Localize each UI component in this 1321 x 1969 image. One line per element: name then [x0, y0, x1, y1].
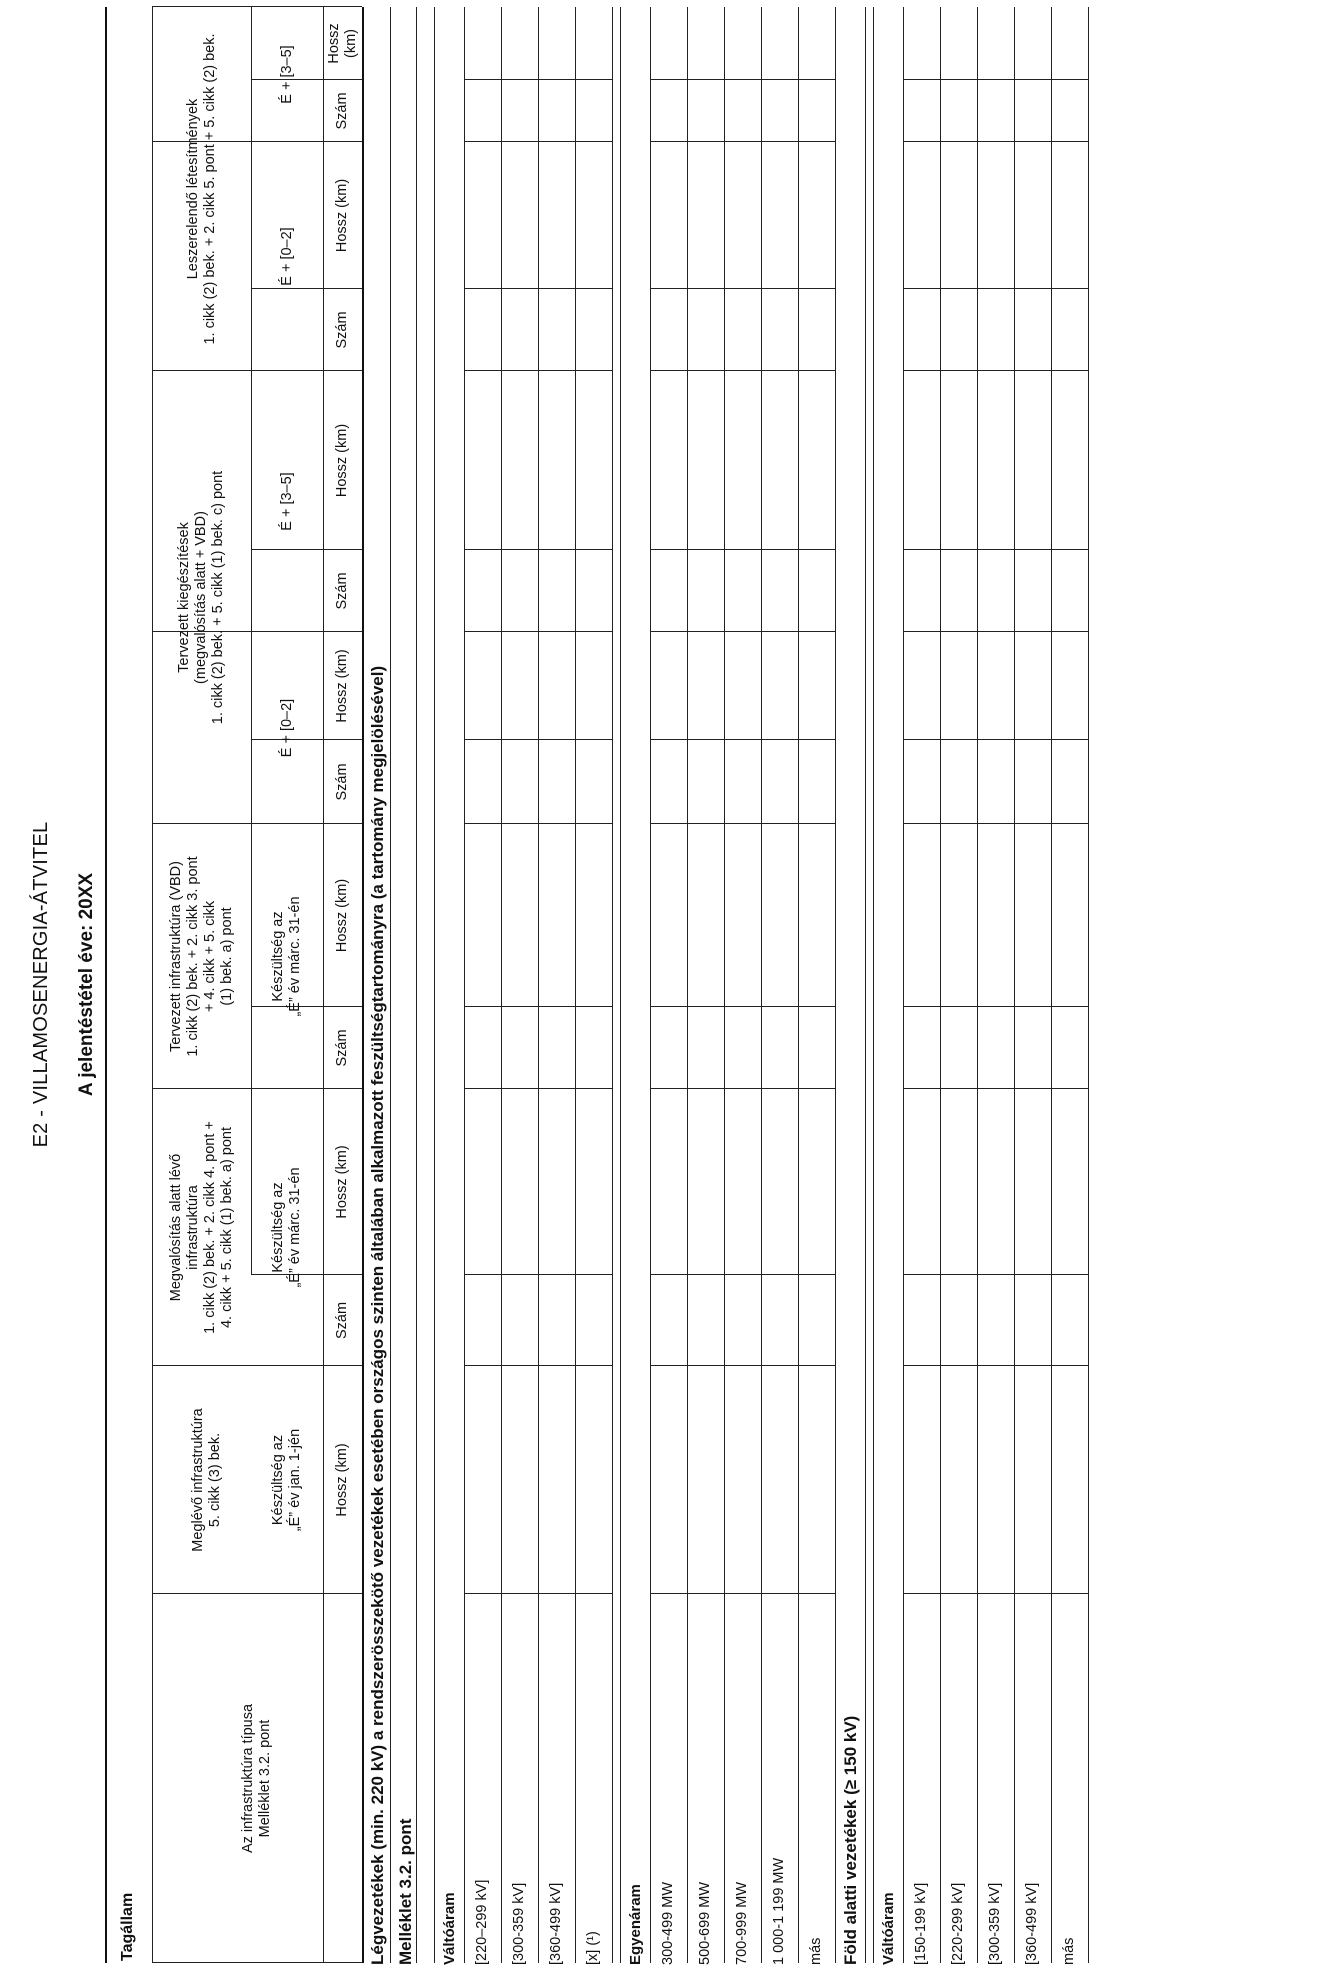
table-rule: [798, 1593, 835, 1594]
table-rule: [650, 549, 687, 550]
table-rule: [1014, 7, 1015, 1963]
table-rule: [1051, 631, 1088, 632]
dc-subsection: Egyenáram: [627, 1884, 644, 1965]
table-rule: [903, 370, 940, 371]
table-rule: [798, 288, 835, 289]
underground-lines-section: Föld alatti vezetékek (≥ 150 kV): [841, 1715, 860, 1965]
table-rule: [650, 79, 687, 80]
existing-infrastructure-header: Meglévő infrastruktúra 5. cikk (3) bek.: [189, 1408, 223, 1552]
table-rule: [761, 1365, 798, 1366]
table-rule: [501, 823, 538, 824]
count-header: Szám: [334, 1029, 350, 1067]
table-rule: [501, 7, 502, 1963]
document-title: E2 - VILLAMOSENERGIA-ÁTVITEL: [30, 821, 52, 1148]
existing-status-subheader: Készültség az „É” év jan. 1-jén: [270, 1428, 303, 1532]
length-km-header: Hossz (km): [334, 878, 350, 953]
table-rule: [464, 549, 501, 550]
table-rule: [798, 1365, 835, 1366]
table-rule: [650, 288, 687, 289]
table-rule: [903, 1088, 940, 1089]
table-rule: [687, 79, 724, 80]
table-rule: [903, 288, 940, 289]
table-rule: [977, 1593, 1014, 1594]
table-rule: [977, 288, 1014, 289]
table-rule: [1014, 1593, 1051, 1594]
table-rule: [501, 79, 538, 80]
table-rule: [761, 1006, 798, 1007]
table-rule: [501, 1593, 538, 1594]
table-rule: [464, 141, 501, 142]
table-rule: [724, 1088, 761, 1089]
infrastructure-type-header: Az infrastruktúra típusa Melléklet 3.2. pont: [240, 1703, 273, 1854]
table-rule: [650, 631, 687, 632]
table-rule: [464, 1088, 501, 1089]
table-rule: [903, 631, 940, 632]
table-rule: [903, 549, 940, 550]
table-rule: [464, 79, 501, 80]
table-rule: [1051, 288, 1088, 289]
table-rule: [724, 1274, 761, 1275]
table-rule: [1014, 739, 1051, 740]
table-rule: [575, 1365, 612, 1366]
table-rule: [575, 1274, 612, 1275]
table-rule: [903, 739, 940, 740]
table-rule: [687, 141, 724, 142]
table-rule: [538, 1006, 575, 1007]
table-rule: [761, 1088, 798, 1089]
count-header: Szám: [334, 311, 350, 349]
table-rule: [940, 288, 977, 289]
table-rule: [650, 370, 687, 371]
table-rule: [724, 288, 761, 289]
table-rule: [761, 1593, 798, 1594]
table-rule: [798, 823, 835, 824]
table-rule: [1014, 1274, 1051, 1275]
table-rule: [501, 370, 538, 371]
table-rule: [464, 1274, 501, 1275]
table-rule: [903, 1274, 940, 1275]
table-rule: [873, 7, 874, 1963]
table-rule: [724, 7, 725, 1963]
length-km-header: Hossz (km): [334, 1443, 350, 1517]
table-rule: [538, 370, 575, 371]
table-row-label: más: [1061, 1937, 1077, 1965]
table-row-label: [220-299 kV]: [950, 1882, 966, 1965]
table-rule: [1014, 141, 1051, 142]
ac-subsection: Váltóáram: [880, 1892, 897, 1965]
table-rule: [1051, 1088, 1088, 1089]
table-row-label: [x] (¹): [585, 1931, 601, 1965]
table-rule: [687, 1006, 724, 1007]
table-rule: [761, 631, 798, 632]
decommissioned-e35-subheader: É + [3–5]: [278, 45, 295, 104]
table-rule: [977, 739, 1014, 740]
table-rule: [538, 1593, 575, 1594]
table-row-label: [220–299 kV]: [474, 1879, 490, 1965]
table-rule: [1051, 370, 1088, 371]
table-rule: [1051, 1006, 1088, 1007]
table-rule: [977, 631, 1014, 632]
table-rule: [687, 823, 724, 824]
reporting-year: A jelentéstétel éve: 20XX: [76, 872, 97, 1097]
table-rule: [650, 739, 687, 740]
table-rule: [1051, 1365, 1088, 1366]
table-rule: [835, 7, 836, 1963]
table-rule: [724, 1593, 761, 1594]
table-rule: [903, 141, 940, 142]
table-rule: [390, 7, 391, 1963]
table-rule: [464, 823, 501, 824]
table-rule: [940, 1274, 977, 1275]
table-rule: [724, 823, 761, 824]
table-rule: [687, 370, 724, 371]
table-rule: [538, 7, 539, 1963]
table-rule: [538, 739, 575, 740]
table-rule: [724, 631, 761, 632]
table-rule: [1014, 1088, 1051, 1089]
table-rule: [724, 739, 761, 740]
table-rule: [687, 1593, 724, 1594]
planned-vbd-header: Tervezett infrastruktúra (VBD) 1. cikk (2) bek. + 2. cikk 3. pont + 4. cikk + 5. cikk (1) bek. a) pont: [167, 856, 235, 1057]
table-rule: [1014, 1006, 1051, 1007]
table-rule: [575, 1593, 612, 1594]
table-rule: [687, 549, 724, 550]
table-rule: [761, 79, 798, 80]
table-rule: [761, 141, 798, 142]
table-rule: [761, 739, 798, 740]
table-rule: [687, 1365, 724, 1366]
table-rule: [940, 823, 977, 824]
table-row-label: [360-499 kV]: [548, 1882, 564, 1965]
table-rule: [434, 7, 435, 1963]
table-rule: [977, 79, 1014, 80]
table-rule: [538, 823, 575, 824]
table-rule: [575, 141, 612, 142]
table-rule: [1014, 631, 1051, 632]
table-rule: [538, 79, 575, 80]
ac-subsection: Váltóáram: [441, 1892, 458, 1965]
table-row-label: [150-199 kV]: [913, 1882, 929, 1965]
table-rule: [1014, 288, 1051, 289]
table-row-label: 500-699 MW: [697, 1881, 713, 1965]
table-rule: [940, 1365, 977, 1366]
count-header: Szám: [334, 92, 350, 130]
table-row-label: más: [808, 1937, 824, 1965]
table-rule: [940, 549, 977, 550]
table-rule: [575, 631, 612, 632]
under-construction-status-subheader: Készültség az „É” év márc. 31-én: [270, 1167, 303, 1288]
table-rule: [501, 288, 538, 289]
table-rule: [724, 549, 761, 550]
planned-status-subheader: Készültség az „É” év márc. 31-én: [270, 896, 303, 1017]
supplements-e02-subheader: É + [0–2]: [278, 698, 295, 758]
table-rule: [575, 549, 612, 550]
overhead-lines-reference: Melléklet 3.2. pont: [396, 1818, 415, 1965]
table-rule: [977, 823, 1014, 824]
table-rule: [612, 7, 613, 1963]
table-rule: [501, 631, 538, 632]
table-rule: [903, 7, 904, 1963]
table-rule: [1051, 1593, 1088, 1594]
table-rule: [501, 141, 538, 142]
table-rule: [977, 1274, 1014, 1275]
table-rule: [538, 1274, 575, 1275]
table-row-label: [300-359 kV]: [987, 1882, 1003, 1965]
supplements-e35-subheader: É + [3–5]: [278, 472, 295, 531]
table-rule: [687, 288, 724, 289]
table-rule: [798, 631, 835, 632]
table-rule: [575, 7, 576, 1963]
table-rule: [798, 370, 835, 371]
table-rule: [724, 370, 761, 371]
table-rule: [761, 549, 798, 550]
table-rule: [977, 7, 978, 1963]
planned-supplements-header: Tervezett kiegészítések (megvalósítás alatt + VBD) 1. cikk (2) bek. + 5. cikk (1) bek. c) pont: [176, 470, 226, 725]
table-rule: [1051, 739, 1088, 740]
table-rule: [687, 7, 688, 1963]
table-rule: [575, 288, 612, 289]
table-rule: [761, 288, 798, 289]
length-km-header: Hossz (km): [334, 649, 350, 723]
member-state-label: Tagállam: [119, 1892, 136, 1961]
table-rule: [724, 1006, 761, 1007]
table-rule: [464, 7, 465, 1963]
table-rule: [940, 1006, 977, 1007]
table-rule: [940, 1593, 977, 1594]
table-rule: [650, 823, 687, 824]
table-rule: [538, 1365, 575, 1366]
table-rule: [105, 7, 107, 1963]
under-construction-header: Megvalósítás alatt lévő infrastruktúra 1. cikk (2) bek. + 2. cikk 4. pont + 4. cikk + 5. cikk (1) bek. a) pont: [167, 1121, 235, 1334]
table-rule: [1051, 7, 1052, 1963]
table-rule: [1051, 549, 1088, 550]
table-rule: [940, 370, 977, 371]
table-rule: [1051, 823, 1088, 824]
table-rule: [798, 141, 835, 142]
table-rule: [1051, 1274, 1088, 1275]
table-rule: [903, 823, 940, 824]
table-rule: [1014, 823, 1051, 824]
table-rule: [798, 7, 799, 1963]
length-km-header: Hossz (km): [334, 423, 350, 498]
table-rule: [650, 1274, 687, 1275]
table-rule: [798, 549, 835, 550]
table-rule: [903, 1006, 940, 1007]
table-rule: [798, 1088, 835, 1089]
table-rule: [724, 141, 761, 142]
table-row-label: 1 000-1 199 MW: [771, 1857, 787, 1965]
table-rule: [575, 823, 612, 824]
table-rule: [501, 1006, 538, 1007]
table-rule: [977, 1088, 1014, 1089]
table-rule: [575, 739, 612, 740]
table-rule: [940, 79, 977, 80]
length-km-header: Hossz (km): [334, 178, 350, 253]
table-rule: [538, 141, 575, 142]
table-rule: [575, 1088, 612, 1089]
table-rule: [620, 7, 621, 1963]
table-rule: [865, 7, 866, 1963]
decommissioned-header: Leszerelendő létesítmények 1. cikk (2) bek. + 2. cikk 5. pont + 5. cikk (2) bek.: [184, 33, 218, 345]
table-rule: [687, 1274, 724, 1275]
table-rule: [977, 141, 1014, 142]
table-rule: [650, 1088, 687, 1089]
table-rule: [903, 1593, 940, 1594]
table-rule: [464, 1593, 501, 1594]
count-header: Szám: [334, 572, 350, 610]
table-rule: [538, 288, 575, 289]
table-row-label: 300-499 MW: [660, 1881, 676, 1965]
table-rule: [798, 1006, 835, 1007]
table-rule: [538, 1088, 575, 1089]
table-rule: [538, 549, 575, 550]
table-rule: [798, 79, 835, 80]
table-rule: [538, 631, 575, 632]
table-rule: [1014, 549, 1051, 550]
table-rule: [464, 739, 501, 740]
table-rule: [650, 1006, 687, 1007]
table-rule: [650, 141, 687, 142]
table-rule: [761, 370, 798, 371]
table-rule: [501, 1088, 538, 1089]
table-rule: [761, 823, 798, 824]
table-rule: [1088, 7, 1089, 1963]
table-rule: [940, 1088, 977, 1089]
table-rule: [501, 739, 538, 740]
table-rule: [1014, 79, 1051, 80]
table-rule: [761, 1274, 798, 1275]
table-rule: [464, 631, 501, 632]
table-rule: [650, 1365, 687, 1366]
table-rule: [464, 370, 501, 371]
table-rule: [362, 7, 364, 1963]
overhead-lines-section: Légvezetékek (min. 220 kV) a rendszerösszekötő vezetékek esetében országos szinten általában alkalmazott feszültségtartományra (a tartomány megjelölésével): [368, 665, 387, 1965]
table-rule: [650, 1593, 687, 1594]
table-rule: [761, 7, 762, 1963]
table-rule: [903, 1365, 940, 1366]
table-rule: [798, 739, 835, 740]
table-rule: [940, 631, 977, 632]
table-rule: [575, 1006, 612, 1007]
table-rule: [687, 739, 724, 740]
table-rule: [903, 79, 940, 80]
table-rule: [501, 549, 538, 550]
table-rule: [798, 1274, 835, 1275]
table-rule: [501, 1365, 538, 1366]
table-rule: [1051, 141, 1088, 142]
table-rule: [650, 7, 651, 1963]
table-row-label: [300-359 kV]: [511, 1882, 527, 1965]
table-rule: [977, 370, 1014, 371]
table-rule: [1014, 370, 1051, 371]
table-rule: [464, 1365, 501, 1366]
table-rule: [416, 7, 417, 1963]
length-km-header: Hossz (km): [334, 1145, 350, 1219]
table-rule: [464, 288, 501, 289]
table-rule: [687, 631, 724, 632]
table-rule: [940, 7, 941, 1963]
table-rule: [687, 1088, 724, 1089]
length-km-header: Hossz (km): [325, 23, 359, 64]
table-rule: [977, 1006, 1014, 1007]
count-header: Szám: [334, 763, 350, 801]
table-rule: [977, 1365, 1014, 1366]
table-rule: [575, 79, 612, 80]
table-rule: [1051, 79, 1088, 80]
table-row-label: 700-999 MW: [734, 1881, 750, 1965]
decommissioned-e02-subheader: É + [0–2]: [278, 227, 295, 286]
table-rule: [940, 739, 977, 740]
table-rule: [977, 549, 1014, 550]
table-rule: [575, 370, 612, 371]
table-rule: [940, 141, 977, 142]
table-row-label: [360-499 kV]: [1024, 1882, 1040, 1965]
table-rule: [1014, 1365, 1051, 1366]
table-rule: [501, 1274, 538, 1275]
table-rule: [724, 79, 761, 80]
table-rule: [464, 1006, 501, 1007]
table-rule: [724, 1365, 761, 1366]
count-header: Szám: [334, 1301, 350, 1340]
